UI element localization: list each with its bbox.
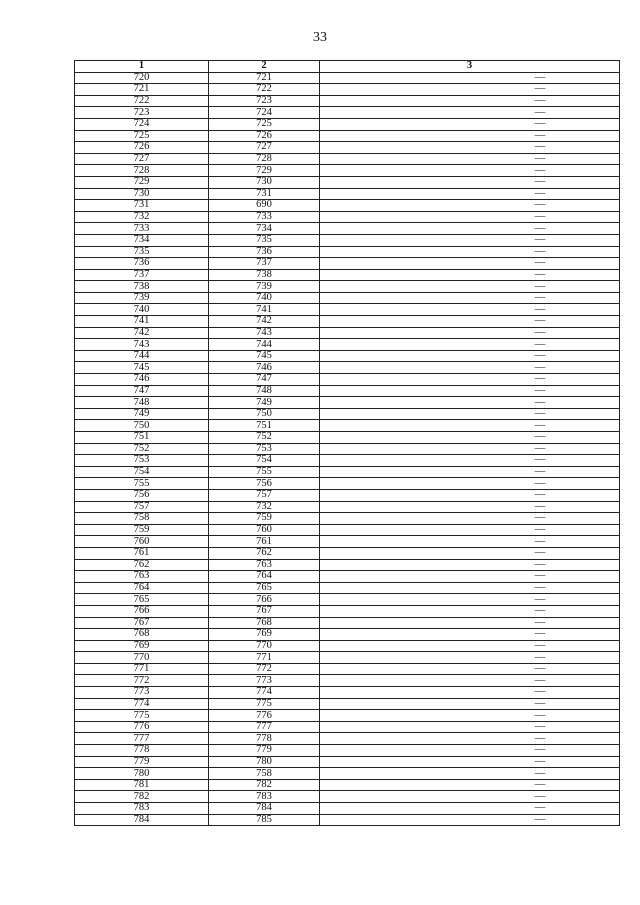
table-cell-col3: — — [320, 142, 620, 154]
table-row — [75, 153, 620, 165]
table-cell-col3: — — [320, 559, 620, 571]
table-cell-col3: — — [320, 211, 620, 223]
table-row — [75, 571, 620, 583]
table-cell-col1: 768 — [75, 629, 209, 641]
table-cell-col1: 738 — [75, 281, 209, 293]
table-cell-col1: 772 — [75, 675, 209, 687]
table-cell-col2: 768 — [209, 617, 320, 629]
table-cell-col3: — — [320, 258, 620, 270]
table-cell-col1: 733 — [75, 223, 209, 235]
table-cell-col3: — — [320, 605, 620, 617]
table-cell-col1: 753 — [75, 455, 209, 467]
table-row — [75, 211, 620, 223]
table-cell-col1: 755 — [75, 478, 209, 490]
table-cell-col1: 750 — [75, 420, 209, 432]
table-row — [75, 594, 620, 606]
table-cell-col2: 749 — [209, 397, 320, 409]
table-cell-col2: 755 — [209, 466, 320, 478]
table-cell-col1: 765 — [75, 594, 209, 606]
table-row — [75, 385, 620, 397]
table-row — [75, 443, 620, 455]
table-cell-col1: 762 — [75, 559, 209, 571]
table-cell-col3: — — [320, 768, 620, 780]
table-cell-col3: — — [320, 687, 620, 699]
table-cell-col1: 748 — [75, 397, 209, 409]
table-cell-col3: — — [320, 501, 620, 513]
table-header-row — [75, 61, 620, 73]
table-cell-col3: — — [320, 84, 620, 96]
table-cell-col3: — — [320, 547, 620, 559]
table-cell-col3: — — [320, 582, 620, 594]
table-row — [75, 640, 620, 652]
table-cell-col3: — — [320, 316, 620, 328]
table-cell-col3: — — [320, 489, 620, 501]
table-row — [75, 304, 620, 316]
table-cell-col2: 759 — [209, 513, 320, 525]
table-cell-col2: 756 — [209, 478, 320, 490]
table-cell-col3: — — [320, 281, 620, 293]
table-cell-col3: — — [320, 327, 620, 339]
table-cell-col3: — — [320, 234, 620, 246]
table-cell-col2: 723 — [209, 95, 320, 107]
table-row — [75, 675, 620, 687]
table-row — [75, 292, 620, 304]
table-row — [75, 513, 620, 525]
table-cell-col2: 765 — [209, 582, 320, 594]
table-row — [75, 327, 620, 339]
table-row — [75, 605, 620, 617]
table-cell-col2: 763 — [209, 559, 320, 571]
table-row — [75, 350, 620, 362]
table-cell-col2: 762 — [209, 547, 320, 559]
table-row — [75, 107, 620, 119]
table-row — [75, 397, 620, 409]
table-cell-col3: — — [320, 385, 620, 397]
table-cell-col3: — — [320, 223, 620, 235]
table-cell-col1: 729 — [75, 176, 209, 188]
table-cell-col3: — — [320, 362, 620, 374]
table-cell-col1: 726 — [75, 142, 209, 154]
table-cell-col2: 782 — [209, 779, 320, 791]
table-row — [75, 269, 620, 281]
table-cell-col2: 779 — [209, 745, 320, 757]
table-cell-col3: — — [320, 617, 620, 629]
table-cell-col3: — — [320, 374, 620, 386]
table-cell-col2: 744 — [209, 339, 320, 351]
table-row — [75, 281, 620, 293]
table-cell-col2: 766 — [209, 594, 320, 606]
table-cell-col1: 730 — [75, 188, 209, 200]
table-cell-col3: — — [320, 745, 620, 757]
data-table — [74, 60, 620, 826]
table-cell-col3: — — [320, 466, 620, 478]
table-cell-col3: — — [320, 118, 620, 130]
table-cell-col1: 784 — [75, 814, 209, 826]
table-cell-col1: 752 — [75, 443, 209, 455]
table-row — [75, 756, 620, 768]
table-cell-col3: — — [320, 571, 620, 583]
table-cell-col2: 777 — [209, 721, 320, 733]
table-row — [75, 234, 620, 246]
table-row — [75, 629, 620, 641]
table-cell-col1: 741 — [75, 316, 209, 328]
table-cell-col1: 777 — [75, 733, 209, 745]
table-cell-col3: — — [320, 814, 620, 826]
column-header-2: 2 — [209, 61, 320, 73]
table-cell-col2: 757 — [209, 489, 320, 501]
table-cell-col1: 736 — [75, 258, 209, 270]
table-cell-col1: 732 — [75, 211, 209, 223]
table-row — [75, 420, 620, 432]
table-row — [75, 130, 620, 142]
table-cell-col3: — — [320, 629, 620, 641]
table-cell-col3: — — [320, 594, 620, 606]
table-cell-col3: — — [320, 640, 620, 652]
table-cell-col3: — — [320, 733, 620, 745]
table-cell-col2: 769 — [209, 629, 320, 641]
table-cell-col2: 785 — [209, 814, 320, 826]
table-row — [75, 524, 620, 536]
table-cell-col1: 771 — [75, 663, 209, 675]
table-cell-col3: — — [320, 200, 620, 212]
table-cell-col1: 735 — [75, 246, 209, 258]
table-row — [75, 617, 620, 629]
table-cell-col3: — — [320, 153, 620, 165]
table-cell-col1: 758 — [75, 513, 209, 525]
table-cell-col1: 769 — [75, 640, 209, 652]
table-cell-col2: 725 — [209, 118, 320, 130]
table-cell-col1: 731 — [75, 200, 209, 212]
table-cell-col2: 783 — [209, 791, 320, 803]
table-cell-col2: 761 — [209, 536, 320, 548]
table-row — [75, 547, 620, 559]
table-row — [75, 142, 620, 154]
table-cell-col1: 770 — [75, 652, 209, 664]
table-cell-col3: — — [320, 95, 620, 107]
table-cell-col1: 767 — [75, 617, 209, 629]
table-cell-col2: 773 — [209, 675, 320, 687]
column-header-1: 1 — [75, 61, 209, 73]
table-cell-col1: 783 — [75, 803, 209, 815]
table-cell-col3: — — [320, 350, 620, 362]
table-cell-col2: 760 — [209, 524, 320, 536]
table-cell-col3: — — [320, 397, 620, 409]
table-cell-col2: 729 — [209, 165, 320, 177]
table-cell-col1: 751 — [75, 432, 209, 444]
table-cell-col3: — — [320, 779, 620, 791]
table-row — [75, 362, 620, 374]
table-cell-col1: 779 — [75, 756, 209, 768]
table-cell-col2: 726 — [209, 130, 320, 142]
table-body — [75, 72, 620, 826]
table-cell-col2: 737 — [209, 258, 320, 270]
table-cell-col2: 747 — [209, 374, 320, 386]
table-cell-col3: — — [320, 536, 620, 548]
table-row — [75, 489, 620, 501]
table-cell-col1: 721 — [75, 84, 209, 96]
table-cell-col2: 748 — [209, 385, 320, 397]
table-cell-col1: 744 — [75, 350, 209, 362]
table-row — [75, 258, 620, 270]
table-cell-col3: — — [320, 130, 620, 142]
table-cell-col1: 727 — [75, 153, 209, 165]
table-cell-col1: 763 — [75, 571, 209, 583]
table-cell-col1: 737 — [75, 269, 209, 281]
table-cell-col3: — — [320, 107, 620, 119]
table-cell-col3: — — [320, 339, 620, 351]
table-row — [75, 710, 620, 722]
table-cell-col1: 722 — [75, 95, 209, 107]
table-cell-col2: 730 — [209, 176, 320, 188]
table-cell-col3: — — [320, 188, 620, 200]
table-cell-col2: 738 — [209, 269, 320, 281]
table-cell-col3: — — [320, 455, 620, 467]
table-cell-col1: 724 — [75, 118, 209, 130]
table-cell-col2: 776 — [209, 710, 320, 722]
table-cell-col3: — — [320, 432, 620, 444]
table-row — [75, 791, 620, 803]
table-cell-col2: 735 — [209, 234, 320, 246]
table-cell-col2: 784 — [209, 803, 320, 815]
table-cell-col1: 757 — [75, 501, 209, 513]
table-cell-col1: 746 — [75, 374, 209, 386]
table-cell-col1: 756 — [75, 489, 209, 501]
table-cell-col2: 742 — [209, 316, 320, 328]
table-cell-col3: — — [320, 524, 620, 536]
table-row — [75, 663, 620, 675]
table-cell-col1: 760 — [75, 536, 209, 548]
table-cell-col2: 733 — [209, 211, 320, 223]
table-row — [75, 698, 620, 710]
table-cell-col1: 766 — [75, 605, 209, 617]
table-cell-col1: 754 — [75, 466, 209, 478]
table-cell-col1: 742 — [75, 327, 209, 339]
table-cell-col2: 764 — [209, 571, 320, 583]
table-cell-col3: — — [320, 72, 620, 84]
table-row — [75, 408, 620, 420]
table-row — [75, 84, 620, 96]
table-cell-col3: — — [320, 246, 620, 258]
table-cell-col2: 780 — [209, 756, 320, 768]
table-cell-col1: 747 — [75, 385, 209, 397]
table-row — [75, 536, 620, 548]
table-cell-col3: — — [320, 443, 620, 455]
table-cell-col2: 743 — [209, 327, 320, 339]
table-row — [75, 559, 620, 571]
table-cell-col2: 722 — [209, 84, 320, 96]
table-row — [75, 745, 620, 757]
table-cell-col2: 741 — [209, 304, 320, 316]
table-cell-col2: 778 — [209, 733, 320, 745]
table-cell-col1: 759 — [75, 524, 209, 536]
table-row — [75, 200, 620, 212]
table-cell-col1: 778 — [75, 745, 209, 757]
table-cell-col1: 723 — [75, 107, 209, 119]
table-cell-col1: 776 — [75, 721, 209, 733]
table-cell-col1: 743 — [75, 339, 209, 351]
table-cell-col2: 758 — [209, 768, 320, 780]
table-row — [75, 176, 620, 188]
table-row — [75, 733, 620, 745]
table-cell-col1: 725 — [75, 130, 209, 142]
table-cell-col1: 764 — [75, 582, 209, 594]
table-row — [75, 339, 620, 351]
table-cell-col1: 781 — [75, 779, 209, 791]
table-cell-col2: 721 — [209, 72, 320, 84]
table-cell-col3: — — [320, 408, 620, 420]
table-cell-col2: 767 — [209, 605, 320, 617]
table-row — [75, 582, 620, 594]
table-row — [75, 188, 620, 200]
table-row — [75, 501, 620, 513]
table-cell-col3: — — [320, 721, 620, 733]
table-cell-col3: — — [320, 710, 620, 722]
table-cell-col3: — — [320, 663, 620, 675]
table-row — [75, 316, 620, 328]
table-cell-col1: 775 — [75, 710, 209, 722]
table-cell-col1: 728 — [75, 165, 209, 177]
table-row — [75, 223, 620, 235]
table-cell-col1: 773 — [75, 687, 209, 699]
table-cell-col1: 720 — [75, 72, 209, 84]
table-row — [75, 478, 620, 490]
table-row — [75, 687, 620, 699]
table-row — [75, 165, 620, 177]
table-row — [75, 95, 620, 107]
table-cell-col1: 740 — [75, 304, 209, 316]
table-cell-col1: 774 — [75, 698, 209, 710]
table-row — [75, 455, 620, 467]
table-row — [75, 721, 620, 733]
table-cell-col2: 746 — [209, 362, 320, 374]
table-row — [75, 652, 620, 664]
table-cell-col2: 745 — [209, 350, 320, 362]
table-row — [75, 814, 620, 826]
table-cell-col1: 782 — [75, 791, 209, 803]
table-cell-col2: 732 — [209, 501, 320, 513]
table-row — [75, 803, 620, 815]
table-cell-col3: — — [320, 304, 620, 316]
table-cell-col1: 745 — [75, 362, 209, 374]
table-cell-col2: 752 — [209, 432, 320, 444]
table-row — [75, 118, 620, 130]
table-cell-col3: — — [320, 513, 620, 525]
table-row — [75, 768, 620, 780]
table-cell-col1: 761 — [75, 547, 209, 559]
column-header-3: 3 — [320, 61, 620, 73]
table-cell-col3: — — [320, 756, 620, 768]
table-cell-col3: — — [320, 675, 620, 687]
table-cell-col2: 770 — [209, 640, 320, 652]
table-cell-col3: — — [320, 698, 620, 710]
table-cell-col3: — — [320, 269, 620, 281]
table-cell-col2: 740 — [209, 292, 320, 304]
table-cell-col2: 750 — [209, 408, 320, 420]
table-row — [75, 466, 620, 478]
table-cell-col1: 734 — [75, 234, 209, 246]
table-cell-col3: — — [320, 165, 620, 177]
table-cell-col3: — — [320, 176, 620, 188]
table-cell-col1: 749 — [75, 408, 209, 420]
table-row — [75, 432, 620, 444]
page-number: 33 — [313, 30, 327, 45]
table-cell-col2: 727 — [209, 142, 320, 154]
table-cell-col2: 751 — [209, 420, 320, 432]
table-cell-col3: — — [320, 652, 620, 664]
table-cell-col2: 736 — [209, 246, 320, 258]
table-cell-col2: 774 — [209, 687, 320, 699]
table-cell-col3: — — [320, 420, 620, 432]
table-cell-col3: — — [320, 803, 620, 815]
table-cell-col2: 753 — [209, 443, 320, 455]
table-cell-col2: 690 — [209, 200, 320, 212]
table-cell-col3: — — [320, 791, 620, 803]
table-cell-col3: — — [320, 478, 620, 490]
table-row — [75, 246, 620, 258]
table-row — [75, 779, 620, 791]
table-cell-col2: 754 — [209, 455, 320, 467]
table-cell-col2: 739 — [209, 281, 320, 293]
table-row — [75, 374, 620, 386]
table-cell-col2: 772 — [209, 663, 320, 675]
table-cell-col2: 724 — [209, 107, 320, 119]
table-cell-col3: — — [320, 292, 620, 304]
table-cell-col2: 731 — [209, 188, 320, 200]
table-cell-col1: 780 — [75, 768, 209, 780]
table-row — [75, 72, 620, 84]
table-cell-col2: 734 — [209, 223, 320, 235]
table-cell-col2: 775 — [209, 698, 320, 710]
table-cell-col2: 771 — [209, 652, 320, 664]
table-cell-col1: 739 — [75, 292, 209, 304]
table-cell-col2: 728 — [209, 153, 320, 165]
